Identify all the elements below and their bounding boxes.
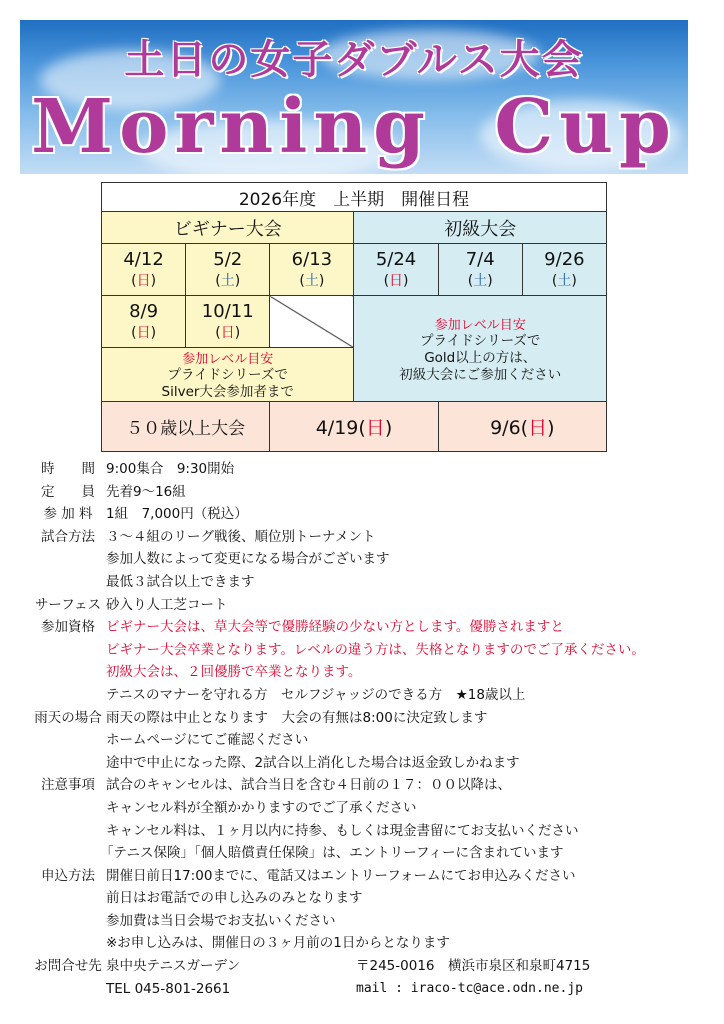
beginner-date-cell bbox=[186, 244, 270, 296]
shokyu-date-cell bbox=[438, 244, 522, 296]
shokyu-level-note bbox=[354, 296, 607, 402]
weekday: (日) bbox=[131, 272, 157, 289]
qualification-value bbox=[106, 616, 700, 706]
surface-value: 砂入り人工芝コート bbox=[106, 596, 228, 613]
rain-line: 雨天の際は中止となります 大会の有無は8:00に決定致します bbox=[106, 709, 488, 726]
time-label: 時 間 bbox=[41, 461, 95, 477]
date: 10/11 bbox=[201, 300, 254, 322]
contact-mail: mail : iraco-tc@ace.odn.ne.jp bbox=[356, 980, 583, 996]
weekday: 日 bbox=[528, 417, 548, 439]
contact-row bbox=[30, 955, 700, 1000]
date: 4/12 bbox=[123, 248, 164, 270]
format-row bbox=[30, 526, 700, 594]
date: 5/24 bbox=[375, 248, 417, 270]
level-line: プライドシリーズで bbox=[167, 367, 288, 383]
capacity-label: 定 員 bbox=[41, 483, 95, 500]
title-banner bbox=[20, 20, 688, 174]
weekday: (土) bbox=[215, 272, 241, 289]
notes-line: 試合のキャンセルは、試合当日を含む４日前の１７：００以降は、 bbox=[106, 777, 511, 794]
rain-line: ホームページにてご確認ください bbox=[106, 732, 309, 749]
contact-address: 〒245-0016 横浜市泉区和泉町4715 bbox=[356, 958, 591, 975]
empty-diagonal-cell bbox=[270, 296, 354, 348]
contact-value bbox=[106, 955, 700, 1000]
event-details bbox=[30, 458, 700, 1000]
level-line: Gold以上の方は、 bbox=[424, 349, 537, 366]
format-line: 最低３試合以上できます bbox=[106, 573, 255, 590]
format-value bbox=[106, 526, 700, 594]
japanese-title: 土日の女子ダブルス大会 bbox=[124, 37, 584, 83]
rain-label: 雨天の場合 bbox=[34, 709, 102, 726]
rain-value bbox=[106, 707, 700, 775]
apply-value bbox=[106, 865, 700, 955]
contact-name: 泉中央テニスガーデン bbox=[106, 958, 241, 975]
weekday: (土) bbox=[299, 272, 325, 289]
beginner-header: ビギナー大会 bbox=[102, 212, 354, 244]
qualification-warning-line: 初級大会は、２回優勝で卒業となります。 bbox=[106, 664, 362, 681]
notes-value bbox=[100, 774, 700, 864]
weekday: (日) bbox=[215, 324, 241, 341]
weekday: (土) bbox=[467, 272, 493, 289]
notes-line: キャンセル料は、１ヶ月以内に持参、もしくは現金書留にてお支払いください bbox=[106, 822, 579, 839]
contact-label: お問合せ先 bbox=[34, 958, 102, 975]
over50-date-cell: 4/19(日) bbox=[270, 402, 438, 452]
schedule-table bbox=[101, 182, 607, 452]
qualification-line: テニスのマナーを守れる方 セルフジャッジのできる方 ★18歳以上 bbox=[106, 686, 526, 703]
english-title-text: Morning Cup bbox=[31, 84, 677, 170]
contact-tel: TEL 045-801-2661 bbox=[106, 980, 231, 997]
capacity-value: 先着9～16組 bbox=[106, 483, 186, 500]
apply-line: 開催日前日17:00までに、電話又はエントリーフォームにてお申込みください bbox=[106, 867, 576, 884]
qualification-warning-line: ビギナー大会は、草大会等で優勝経験の少ない方とします。優勝されますと bbox=[106, 619, 564, 636]
shokyu-date-cell bbox=[354, 244, 438, 296]
notes-line: キャンセル料が全額かかりますのでご了承ください bbox=[106, 799, 417, 816]
apply-line: 前日はお電話での申し込みのみとなります bbox=[106, 890, 363, 907]
apply-label: 申込方法 bbox=[41, 867, 95, 884]
beginner-date-cell bbox=[102, 296, 186, 348]
date: 7/4 bbox=[465, 248, 495, 270]
surface-label: サーフェス bbox=[34, 596, 102, 613]
format-label: 試合方法 bbox=[41, 528, 95, 545]
level-title: 参加レベル目安 bbox=[434, 317, 526, 333]
rain-line: 途中で中止になった際、2試合以上消化した場合は返金致しかねます bbox=[106, 754, 520, 771]
over50-date-cell: 9/6(日) bbox=[438, 402, 606, 452]
weekday: (日) bbox=[383, 272, 409, 289]
level-line: Silver大会参加者まで bbox=[161, 384, 294, 400]
fee-label: 参 加 料 bbox=[43, 506, 93, 523]
contact-line bbox=[106, 955, 700, 978]
apply-line: 参加費は当日会場でお支払いください bbox=[106, 912, 336, 929]
date: 5/2 bbox=[213, 248, 243, 270]
qualification-label: 参加資格 bbox=[41, 619, 95, 636]
shokyu-date-cell bbox=[522, 244, 606, 296]
date: 6/13 bbox=[291, 248, 333, 270]
fee-value: 1組 7,000円（税込） bbox=[106, 506, 248, 523]
level-title: 参加レベル目安 bbox=[182, 352, 274, 367]
time-row bbox=[30, 458, 700, 481]
shokyu-header: 初級大会 bbox=[354, 212, 607, 244]
capacity-row bbox=[30, 481, 700, 504]
beginner-date-cell bbox=[186, 296, 270, 348]
schedule-title: 2026年度 上半期 開催日程 bbox=[102, 183, 607, 212]
fee-row bbox=[30, 503, 700, 526]
apply-line: ※お申し込みは、開催日の３ヶ月前の1日からとなります bbox=[106, 935, 450, 952]
notes-label: 注意事項 bbox=[41, 777, 95, 794]
date: 9/6 bbox=[490, 417, 521, 439]
beginner-date-cell bbox=[270, 244, 354, 296]
date: 8/9 bbox=[129, 300, 159, 322]
format-line: ３～４組のリーグ戦後、順位別トーナメント bbox=[106, 528, 376, 545]
level-line: 初級大会にご参加ください bbox=[399, 366, 562, 383]
time-value: 9:00集合 9:30開始 bbox=[106, 461, 235, 477]
over50-header: ５０歳以上大会 bbox=[102, 402, 270, 452]
qualification-row bbox=[30, 616, 700, 706]
format-line: 参加人数によって変更になる場合がございます bbox=[106, 551, 390, 568]
date: 9/26 bbox=[544, 248, 585, 270]
contact-line bbox=[106, 978, 700, 1001]
rain-row bbox=[30, 707, 700, 775]
english-title bbox=[20, 82, 688, 172]
notes-row bbox=[30, 774, 700, 864]
notes-line: 「テニス保険」「個人賠償責任保険」は、エントリーフィーに含まれています bbox=[100, 845, 564, 862]
date: 4/19 bbox=[315, 417, 359, 439]
weekday: (日) bbox=[131, 324, 157, 341]
beginner-level-note bbox=[102, 348, 354, 402]
level-line: プライドシリーズで bbox=[420, 332, 541, 349]
beginner-date-cell bbox=[102, 244, 186, 296]
qualification-warning-line: ビギナー大会卒業となります。レベルの違う方は、失格となりますのでご了承ください。 bbox=[106, 641, 645, 658]
surface-row bbox=[30, 594, 700, 617]
apply-row bbox=[30, 865, 700, 955]
weekday: 日 bbox=[365, 417, 385, 439]
weekday: (土) bbox=[551, 272, 577, 289]
